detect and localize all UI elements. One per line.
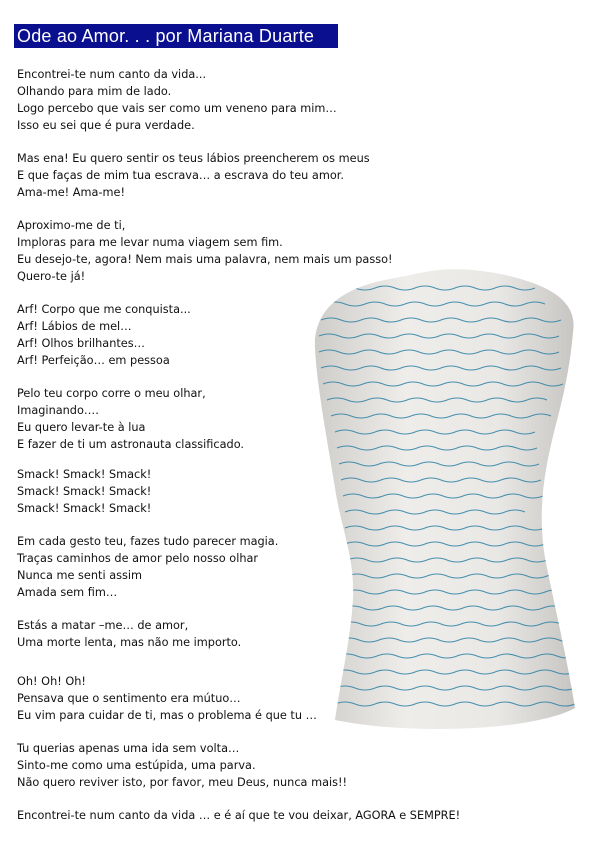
poem-line: Ama-me! Ama-me! xyxy=(17,186,126,199)
poem-line: Nunca me senti assim xyxy=(17,569,143,582)
page-title: Ode ao Amor. . . por Mariana Duarte xyxy=(14,24,338,48)
stanza xyxy=(17,807,460,824)
poem-line: Mas ena! Eu quero sentir os teus lábios preencherem os meus xyxy=(17,152,370,165)
poem-line: Olhando para mim de lado. xyxy=(17,85,172,98)
poem-line: Traças caminhos de amor pelo nosso olhar xyxy=(17,552,259,565)
poem-line: Pensava que o sentimento era mútuo… xyxy=(17,692,241,705)
poem-line: E que faças de mim tua escrava… a escrava do teu amor. xyxy=(17,169,344,182)
poem-line: Logo percebo que vais ser como um veneno para mim… xyxy=(17,102,337,115)
poem-line: Smack! Smack! Smack! xyxy=(17,468,152,481)
poem-line: Tu querias apenas uma ida sem volta… xyxy=(17,742,240,755)
poem-line: Uma morte lenta, mas não me importo. xyxy=(17,636,242,649)
poem-line: Sinto-me como uma estúpida, uma parva. xyxy=(17,759,256,772)
stanza xyxy=(17,66,460,134)
poem-line: Encontrei-te num canto da vida … e é aí que te vou deixar, AGORA e SEMPRE! xyxy=(17,809,461,822)
poem-line: Pelo teu corpo corre o meu olhar, xyxy=(17,387,206,400)
poem-line: Não quero reviver isto, por favor, meu Deus, nunca mais!! xyxy=(17,776,348,789)
poem-line: Smack! Smack! Smack! xyxy=(17,502,152,515)
stanza xyxy=(17,150,460,201)
stanza xyxy=(17,740,460,791)
poem-line: Arf! Lábios de mel… xyxy=(17,320,132,333)
poem-line: Imploras para me levar numa viagem sem fim. xyxy=(17,236,283,249)
poem-line: Arf! Olhos brilhantes… xyxy=(17,337,145,350)
torso-sculpture-image xyxy=(305,258,595,738)
poem-line: Oh! Oh! Oh! xyxy=(17,675,86,688)
poem-line: Aproximo-me de ti, xyxy=(17,219,126,232)
poem-line: Arf! Perfeição… em pessoa xyxy=(17,354,170,367)
torso-silhouette xyxy=(315,269,575,729)
poem-line: Encontrei-te num canto da vida... xyxy=(17,68,207,81)
poem-line: Eu vim para cuidar de ti, mas o problema é que tu … xyxy=(17,709,317,722)
poem-line: Estás a matar –me… de amor, xyxy=(17,619,189,632)
poem-line: Eu quero levar-te à lua xyxy=(17,421,146,434)
poem-line: Amada sem fim… xyxy=(17,586,118,599)
poem-line: Em cada gesto teu, fazes tudo parecer magia. xyxy=(17,535,279,548)
poem-line: Arf! Corpo que me conquista... xyxy=(17,303,191,316)
poem-line: Eu desejo-te, agora! Nem mais uma palavra, nem mais um passo! xyxy=(17,253,393,266)
poem-line: Quero-te já! xyxy=(17,270,86,283)
poem-line: Isso eu sei que é pura verdade. xyxy=(17,119,195,132)
poem-line: Imaginando…. xyxy=(17,404,99,417)
poem-line: Smack! Smack! Smack! xyxy=(17,485,152,498)
poem-line: E fazer de ti um astronauta classificado. xyxy=(17,438,245,451)
